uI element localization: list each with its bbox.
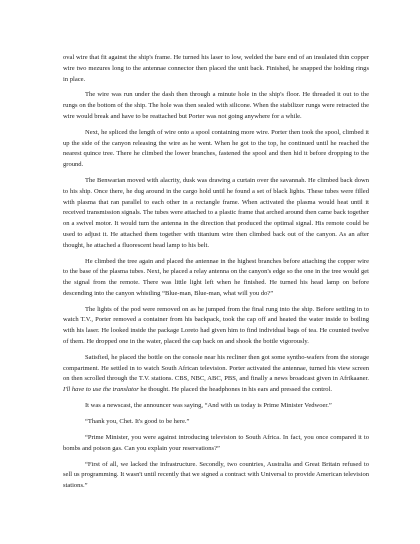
- paragraph-8: It was a newscast, the announcer was saying, “And with us today is Prime Minister Vedwoer.”: [85, 402, 332, 410]
- paragraph-7-after: he thought. He placed the headphones in his ears and pressed the control.: [138, 386, 333, 394]
- paragraph-10: “Prime Minister, you were against introducing television to South Africa. In fact, you once compared it to bombs and poison gas. Can you explain your reservations?”: [63, 433, 369, 452]
- paragraph-7-italic-thought: I'll have to use the translator: [63, 386, 139, 394]
- paragraph-9: “Thank you, Chet. It's good to be here.”: [85, 418, 190, 425]
- paragraph-7: [63, 353, 369, 396]
- paragraph-4: The Benwarian moved with alacrity, dusk was drawing a curtain over the savannah. He climbed back down to his ship. Once there, he dug around in the cargo hold until he found a set of black lights. These tubes were filled with plasma that ran parallel to each other in a rectangle frame. When activated the plasma would heat until it received transmission signals. The tubes were attached to a plastic frame that arched around then came back together on a swivel motor. It would turn the antenna in the direction that produced the optimal signal. His remote could be used to adjust it. He attached them together with titanium wire then climbed back out of the canyon. As an after thought, he attached a fluorescent head lamp to his belt.: [63, 177, 370, 249]
- document-page: [63, 53, 369, 492]
- paragraph-5: He climbed the tree again and placed the antennae in the highest branches before attaching the copper wire to the base of the plasma tubes. Next, he placed a relay antenna on the canyon's edge so the one in the tree would get the signal from the remote. There was little light left when he finished. He turned his head lamp on before descending into the canyon whistling “Blue-man, Blue-man, what will you do?”: [63, 257, 369, 297]
- paragraph-6: The lights of the pod were removed on as he jumped from the final rung into the ship. Before settling in to watch T.V., Porter removed a container from his backpack, took the cap off and heated the water inside to boiling with his laser. He looked inside the package Loreto had given him to find individual bags of tea. He counted twelve of them. He dropped one in the water, placed the cap back on and shook the bottle vigorously.: [63, 305, 369, 345]
- paragraph-3: Next, he spliced the length of wire onto a spool containing more wire. Porter then took the spool, climbed it up the side of the canyon releasing the wire as he went. When he got to the top, he continued until he reached the nearest quince tree. There he climbed the lower branches, fastened the spool and then hid it before dropping to the ground.: [63, 128, 369, 169]
- paragraph-2: The wire was run under the dash then through a minute hole in the ship's floor. He threaded it out to the rungs on the bottom of the ship. The hole was then sealed with silicone. When the stabilizer rungs were retracted the wire would break and have to be reattached but Porter was not going anywhere for a while.: [63, 91, 369, 120]
- paragraph-1: oval wire that fit against the ship's frame. He turned his laser to low, welded the bare end of an insulated thin copper wire two mezures long to the antennae connector then placed the unit back. Finished, he snapped the holding rings in place.: [63, 54, 369, 83]
- paragraph-11: “First of all, we lacked the infrastructure. Secondly, two countries, Australia and Great Britain refused to sell us programming. It wasn't until recently that we signed a contract with Universal to provide American television stations.”: [63, 460, 369, 490]
- paragraph-7-text: Satisfied, he placed the bottle on the console near his recliner then got some syntho-wafers from the storage compartment. He settled in to watch South African television. Porter activated the antennae, turned his view screen on then scrolled through the T.V. stations. CBS, NBC, ABC, PBS, and finally a news broadcast given in Afrikaaner.: [63, 353, 369, 383]
